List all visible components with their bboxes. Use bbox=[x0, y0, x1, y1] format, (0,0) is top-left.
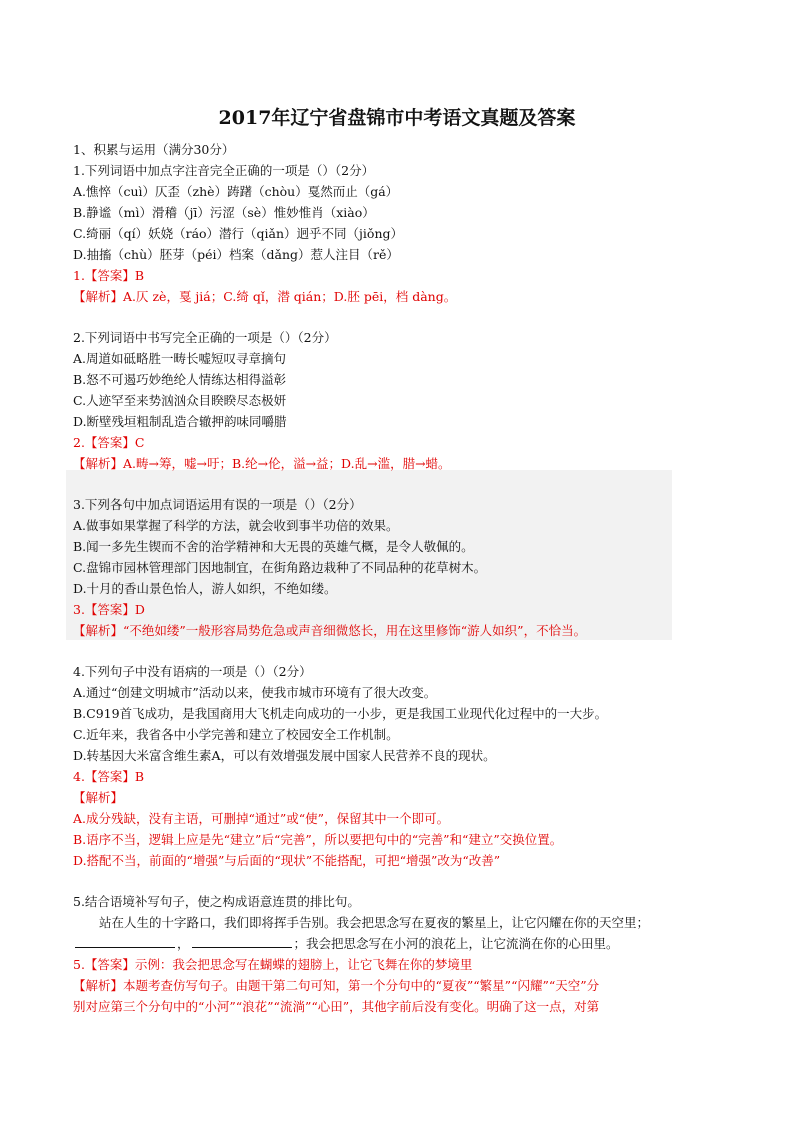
q1-option-b: B.静谧（mì）滑稽（jī）污涩（sè）惟妙惟肖（xiào） bbox=[73, 205, 375, 220]
q2-option-c: C.人迹罕至来势汹汹众目睽睽尽态极妍 bbox=[73, 393, 287, 408]
q4-answer: 4.【答案】B bbox=[73, 769, 145, 784]
fill-blank-1[interactable] bbox=[75, 935, 175, 948]
q3-option-d: D.十月的香山景色怡人，游人如织，不绝如缕。 bbox=[73, 581, 337, 596]
q5-fill-line bbox=[73, 934, 619, 954]
q4-option-c: C.近年来，我省各中小学完善和建立了校园安全工作机制。 bbox=[73, 727, 399, 742]
fill-blank-2[interactable] bbox=[192, 935, 292, 948]
q4-option-b: B.C919首飞成功，是我国商用大飞机走向成功的一小步，更是我国工业现代化过程中的一大步。 bbox=[73, 706, 608, 721]
q4-stem: 4.下列句子中没有语病的一项是（）（2分） bbox=[73, 664, 312, 679]
q2-analysis: 【解析】A.畴→筹，嘘→吁；B.纶→伦，溢→益；D.乱→滥，腊→蜡。 bbox=[73, 456, 451, 471]
q1-analysis: 【解析】A.仄 zè，戛 jiá；C.绮 qǐ，潜 qián；D.胚 pēi，档 dàng。 bbox=[73, 289, 457, 304]
q2-answer: 2.【答案】C bbox=[73, 435, 145, 450]
q2-option-a: A.周道如砥略胜一畴长嘘短叹寻章摘句 bbox=[73, 351, 287, 366]
q5-analysis-line-2: 别对应第三个分句中的“小河”“浪花”“流淌”“心田”，其他字前后没有变化。明确了这一点，对第 bbox=[73, 999, 600, 1014]
q4-analysis-b: B.语序不当，逻辑上应是先“建立”后“完善”，所以要把句中的“完善”和“建立”交换位置。 bbox=[73, 832, 563, 847]
q3-stem: 3.下列各句中加点词语运用有误的一项是（）（2分） bbox=[73, 497, 362, 512]
q3-option-a: A.做事如果掌握了科学的方法，就会收到事半功倍的效果。 bbox=[73, 518, 399, 533]
q3-option-b: B.闻一多先生锲而不舍的治学精神和大无畏的英雄气概，是令人敬佩的。 bbox=[73, 539, 474, 554]
page-title: 2017年辽宁省盘锦市中考语文真题及答案 bbox=[218, 107, 576, 129]
q1-option-c: C.绮丽（qí）妖娆（ráo）潜行（qiǎn）迥乎不同（jiǒng） bbox=[73, 226, 403, 241]
section-heading: 1、积累与运用（满分30分） bbox=[73, 142, 235, 157]
q3-option-c: C.盘锦市园林管理部门因地制宜，在街角路边栽种了不同品种的花草树木。 bbox=[73, 560, 487, 575]
q1-stem: 1.下列词语中加点字注音完全正确的一项是（）（2分） bbox=[73, 163, 375, 178]
q4-analysis-heading: 【解析】 bbox=[73, 790, 124, 805]
q5-context-tail: ；我会把思念写在小河的浪花上，让它流淌在你的心田里。 bbox=[293, 936, 619, 951]
q2-option-d: D.断壁残垣粗制乱造合辙押韵味同嚼腊 bbox=[73, 414, 287, 429]
blank-separator: ， bbox=[177, 936, 190, 951]
q5-analysis-line-1: 【解析】本题考查仿写句子。由题干第二句可知，第一个分句中的“夏夜”“繁星”“闪耀”“天空”分 bbox=[73, 978, 600, 993]
q4-analysis-a: A.成分残缺，没有主语，可删掉“通过”或“使”，保留其中一个即可。 bbox=[73, 811, 450, 826]
q4-analysis-d: D.搭配不当，前面的“增强”与后面的“现状”不能搭配，可把“增强”改为“改善” bbox=[73, 853, 501, 868]
q1-option-a: A.憔悴（cuì）仄歪（zhè）踌躇（chòu）戛然而止（gá） bbox=[73, 184, 399, 199]
q3-analysis: 【解析】“不绝如缕”一般形容局势危急或声音细微悠长，用在这里修饰“游人如织”，不恰当。 bbox=[73, 623, 587, 638]
q5-context: 站在人生的十字路口，我们即将挥手告别。我会把思念写在夏夜的繁星上，让它闪耀在你的天空里； bbox=[99, 915, 650, 930]
q1-option-d: D.抽搐（chù）胚芽（péi）档案（dǎng）惹人注目（rě） bbox=[73, 247, 399, 262]
q4-option-a: A.通过“创建文明城市”活动以来，使我市城市环境有了很大改变。 bbox=[73, 685, 437, 700]
q1-answer: 1.【答案】B bbox=[73, 268, 145, 283]
q2-option-b: B.怒不可遏巧妙绝纶人情练达相得溢彰 bbox=[73, 372, 287, 387]
q2-stem: 2.下列词语中书写完全正确的一项是（）（2分） bbox=[73, 330, 337, 345]
q5-stem: 5.结合语境补写句子，使之构成语意连贯的排比句。 bbox=[73, 894, 360, 909]
q5-answer: 5.【答案】示例：我会把思念写在蝴蝶的翅膀上，让它飞舞在你的梦境里 bbox=[73, 957, 473, 972]
q4-option-d: D.转基因大米富含维生素A，可以有效增强发展中国家人民营养不良的现状。 bbox=[73, 748, 496, 763]
q3-answer: 3.【答案】D bbox=[73, 602, 145, 617]
